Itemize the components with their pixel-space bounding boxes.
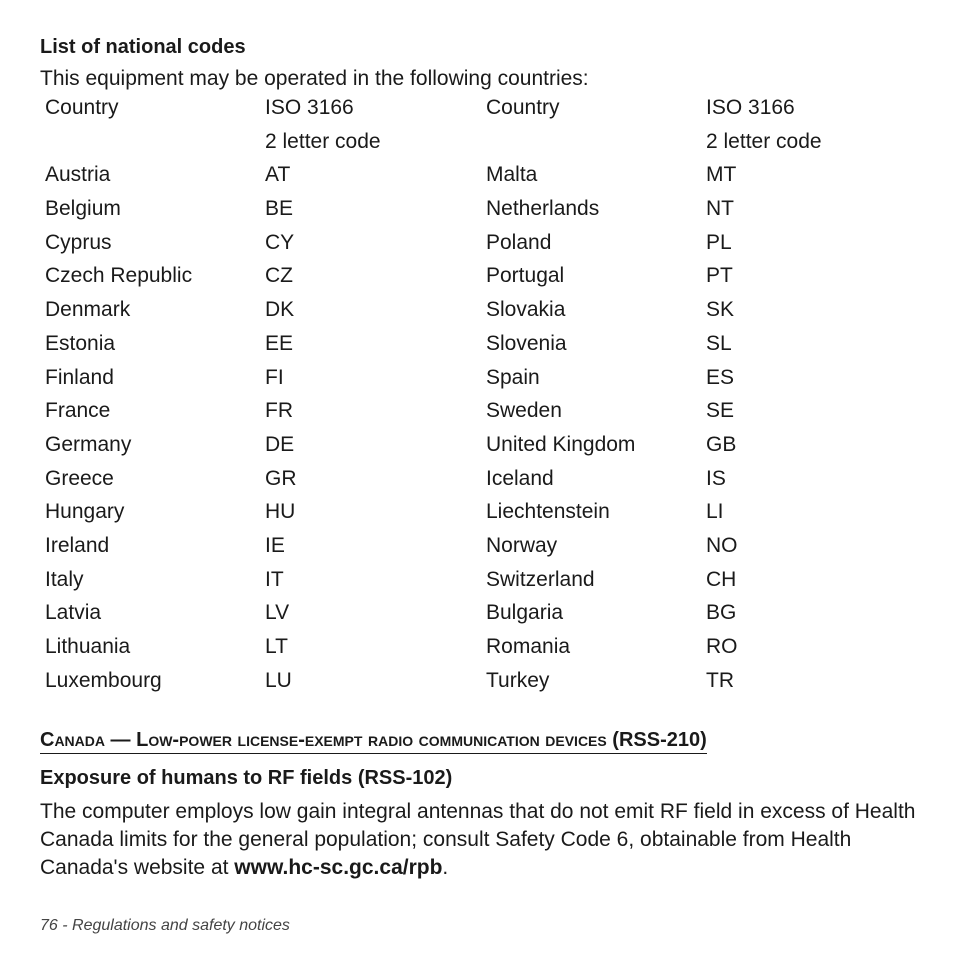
iso-code-right: SE xyxy=(706,399,735,423)
country-right: Malta xyxy=(486,163,538,187)
country-left: Lithuania xyxy=(45,635,131,658)
country-right: Norway xyxy=(486,533,558,557)
country-left: France xyxy=(45,399,111,423)
country-right: Country xyxy=(486,96,560,119)
country-left: Cyprus xyxy=(45,230,112,254)
rf-exposure-paragraph xyxy=(40,798,940,882)
iso-code-right: BG xyxy=(706,601,737,625)
country-left: Denmark xyxy=(45,298,131,322)
iso-code-left: IT xyxy=(265,567,284,591)
paragraph-end: . xyxy=(442,856,449,879)
country-left: Belgium xyxy=(45,197,121,221)
table-row xyxy=(45,161,925,195)
iso-code-right: IS xyxy=(706,466,726,490)
table-row xyxy=(45,566,925,600)
country-right: Slovenia xyxy=(486,331,567,355)
country-left: Czech Republic xyxy=(45,264,193,288)
iso-code-left: FR xyxy=(265,399,293,423)
country-right: Sweden xyxy=(486,399,562,423)
health-canada-url: www.hc-sc.gc.ca/rpb xyxy=(234,856,443,879)
iso-code-left: LU xyxy=(265,668,292,692)
iso-code-right: RO xyxy=(706,635,738,658)
table-row xyxy=(45,532,925,566)
iso-code-left: GR xyxy=(265,466,297,490)
iso-code-right: 2 letter code xyxy=(706,129,822,153)
country-right: Romania xyxy=(486,635,571,658)
country-left: Latvia xyxy=(45,601,102,625)
iso-code-right: NT xyxy=(706,197,734,221)
iso-code-left: LT xyxy=(265,635,288,658)
canada-section-title: Canada — Low-power license-exempt radio communication devices (RSS-210) xyxy=(40,728,707,754)
country-left: Germany xyxy=(45,432,132,456)
country-left: Country xyxy=(45,96,119,119)
iso-code-left: ISO 3166 xyxy=(265,96,354,119)
country-right: Liechtenstein xyxy=(486,500,610,524)
table-row xyxy=(45,498,925,532)
iso-code-left: EE xyxy=(265,331,294,355)
iso-code-right: ES xyxy=(706,365,735,389)
country-right: United Kingdom xyxy=(486,432,636,456)
iso-code-left: HU xyxy=(265,500,296,524)
iso-code-right: SL xyxy=(706,331,732,355)
table-header-row xyxy=(45,128,925,162)
table-row xyxy=(45,229,925,263)
iso-code-right: CH xyxy=(706,567,737,591)
country-left: Italy xyxy=(45,567,84,591)
national-codes-heading: List of national codes xyxy=(40,36,246,58)
country-right: Slovakia xyxy=(486,298,566,322)
table-row xyxy=(45,330,925,364)
country-right: Netherlands xyxy=(486,197,600,221)
iso-code-left: IE xyxy=(265,533,285,557)
country-right: Iceland xyxy=(486,466,554,490)
table-row xyxy=(45,262,925,296)
iso-code-left: 2 letter code xyxy=(265,129,381,153)
table-row xyxy=(45,431,925,465)
iso-code-right: LI xyxy=(706,500,724,524)
table-row xyxy=(45,397,925,431)
table-row xyxy=(45,599,925,633)
country-left: Hungary xyxy=(45,500,125,524)
table-row xyxy=(45,633,925,667)
iso-code-right: PT xyxy=(706,264,733,288)
country-left: Luxembourg xyxy=(45,668,162,692)
iso-code-left: DK xyxy=(265,298,295,322)
iso-code-right: GB xyxy=(706,432,737,456)
iso-code-right: PL xyxy=(706,230,732,254)
iso-code-left: CZ xyxy=(265,264,293,288)
country-right: Bulgaria xyxy=(486,601,564,625)
table-row xyxy=(45,465,925,499)
country-left: Ireland xyxy=(45,533,110,557)
iso-code-left: CY xyxy=(265,230,295,254)
country-right: Spain xyxy=(486,365,540,389)
intro-text: This equipment may be operated in the following countries: xyxy=(40,67,589,90)
iso-code-right: ISO 3166 xyxy=(706,96,795,119)
country-right: Turkey xyxy=(486,668,550,692)
country-left: Finland xyxy=(45,365,114,389)
iso-code-right: TR xyxy=(706,668,734,692)
table-header-row xyxy=(45,94,925,128)
country-left: Austria xyxy=(45,163,111,187)
iso-code-right: NO xyxy=(706,533,738,557)
table-row xyxy=(45,296,925,330)
rf-exposure-heading: Exposure of humans to RF fields (RSS-102) xyxy=(40,767,453,789)
country-left: Estonia xyxy=(45,331,116,355)
table-row xyxy=(45,195,925,229)
paragraph-text: The computer employs low gain integral antennas that do not emit RF field in excess of Health Canada limits for the general population; consult Safety Code 6, obtainable from Health Canada's website at xyxy=(40,800,916,879)
iso-code-left: FI xyxy=(265,365,284,389)
national-codes-table xyxy=(45,94,925,700)
table-row xyxy=(45,667,925,701)
iso-code-left: BE xyxy=(265,197,294,221)
page-footer: 76 - Regulations and safety notices xyxy=(40,917,290,934)
iso-code-left: LV xyxy=(265,601,290,625)
country-right: Portugal xyxy=(486,264,565,288)
iso-code-left: DE xyxy=(265,432,295,456)
country-right: Poland xyxy=(486,230,552,254)
iso-code-left: AT xyxy=(265,163,291,187)
table-row xyxy=(45,364,925,398)
iso-code-right: SK xyxy=(706,298,735,322)
country-left: Greece xyxy=(45,466,114,490)
iso-code-right: MT xyxy=(706,163,737,187)
country-right: Switzerland xyxy=(486,567,595,591)
